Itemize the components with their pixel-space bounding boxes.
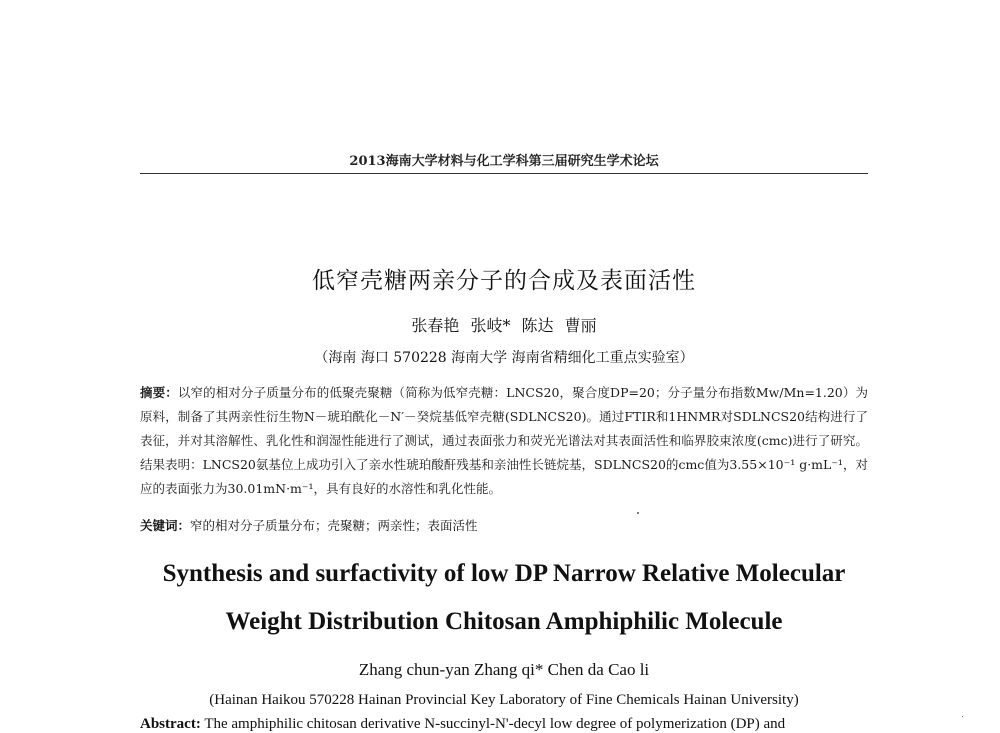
scan-speck [637,512,639,514]
english-authors: Zhang chun-yan Zhang qi* Chen da Cao li [358,660,650,679]
chinese-keywords [140,516,868,534]
chinese-abstract-label: 摘要： [140,385,178,400]
chinese-abstract [140,381,868,501]
scan-speck [962,716,963,717]
english-affiliation: (Hainan Haikou 570228 Hainan Provincial Key Laboratory of Fine Chemicals Hainan University) [209,692,799,708]
chinese-affiliation: （海南 海口 570228 海南大学 海南省精细化工重点实验室） [314,350,694,366]
english-abstract-text: The amphiphilic chitosan derivative N-succinyl-N'-decyl low degree of polymerization (DP) and [204,716,786,732]
english-title-line-1: Synthesis and surfactivity of low DP Narrow Relative Molecular [162,560,846,587]
chinese-keywords-label: 关键词： [140,518,191,533]
chinese-abstract-text: 以窄的相对分子质量分布的低聚壳聚糖（简称为低窄壳糖：LNCS20，聚合度DP=20；分子量分布指数Mw/Mn=1.20）为原料，制备了其两亲性衍生物N－琥珀酰化－N′－癸烷基低窄壳糖(SDLNCS20)。通过FTIR和1HNMR对SDLNCS20结构进行了表征，并对其溶解性、乳化性和润湿性能进行了测试，通过表面张力和荧光光谱法对其表面活性和临界胶束浓度(cmc)进行了研究。结果表明：LNCS20氨基位上成功引入了亲水性琥珀酸酐残基和亲油性长链烷基，SDLNCS20的cmc值为3.55×10⁻¹ g·mL⁻¹，对应的表面张力为30.01mN·m⁻¹，具有良好的水溶性和乳化性能。 [140,385,868,496]
english-title-line-2: Weight Distribution Chitosan Amphiphilic Molecule [225,608,783,635]
chinese-keywords-text: 窄的相对分子质量分布；壳聚糖；两亲性；表面活性 [190,518,478,533]
chinese-authors: 张春艳 张岐* 陈达 曹丽 [411,316,597,335]
english-abstract [140,716,868,733]
chinese-title: 低窄壳糖两亲分子的合成及表面活性 [312,268,696,294]
header-rule [140,173,868,174]
running-head: 2013海南大学材料与化工学科第三届研究生学术论坛 [349,154,659,169]
english-abstract-label: Abstract: [140,716,201,732]
